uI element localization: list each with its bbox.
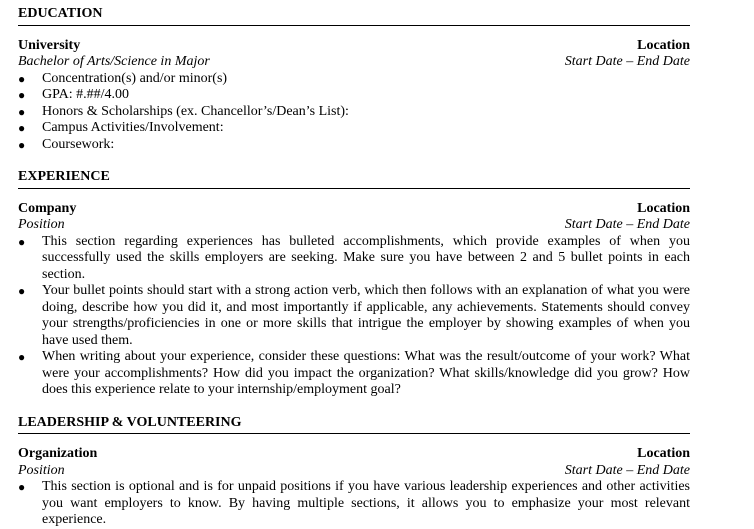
bullet-text: Your bullet points should start with a strong action verb, which then follows with an explanation of what you were doing, describe how you did it, and most importantly if applicable, any achievements. Statements should convey your strengths/proficiencies in one or more skills that intrigue the employer by showing examples of when you have used them. — [42, 283, 690, 348]
education-heading: EDUCATION — [18, 6, 690, 26]
resume-page — [18, 6, 690, 529]
list-item — [18, 120, 690, 137]
list-item — [18, 283, 690, 349]
education-header-row — [18, 38, 690, 55]
bullet-icon: ● — [18, 121, 26, 135]
bullet-text: This section is optional and is for unpaid positions if you have various leadership experiences and other activities you want employers to know. By having multiple sections, it allows you to emphasize your most relevant experience. — [42, 479, 690, 527]
leadership-dates: Start Date – End Date — [564, 462, 690, 478]
education-location: Location — [637, 37, 690, 53]
leadership-heading: LEADERSHIP & VOLUNTEERING — [18, 415, 690, 435]
leadership-position: Position — [18, 462, 65, 478]
organization-name: Organization — [18, 446, 98, 461]
experience-dates: Start Date – End Date — [564, 217, 690, 232]
list-item — [18, 479, 690, 529]
bullet-icon: ● — [18, 137, 26, 152]
bullet-icon: ● — [18, 88, 26, 102]
experience-heading: EXPERIENCE — [18, 169, 690, 189]
bullet-icon: ● — [18, 104, 26, 119]
experience-position: Position — [18, 217, 65, 232]
experience-position-row — [18, 217, 690, 234]
bullet-icon: ● — [18, 284, 26, 298]
experience-header-row — [18, 201, 690, 218]
bullet-icon: ● — [18, 234, 26, 249]
experience-section — [18, 169, 690, 399]
list-item — [18, 71, 690, 88]
list-item — [18, 349, 690, 399]
list-item — [18, 137, 690, 154]
education-section — [18, 6, 690, 153]
list-item — [18, 104, 690, 121]
bullet-text: When writing about your experience, consider these questions: What was the result/outcome of your work? What were your accomplishments? How did you impact the organization? What skills/knowledge did you grow? How does this experience relate to your internship/employment goal? — [42, 349, 690, 397]
bullet-icon: ● — [18, 480, 26, 494]
leadership-location: Location — [637, 446, 690, 461]
list-item — [18, 234, 690, 284]
bullet-text: GPA: #.##/4.00 — [42, 87, 130, 102]
bullet-icon: ● — [18, 71, 26, 86]
list-item — [18, 87, 690, 104]
company-name: Company — [18, 200, 77, 216]
leadership-bullet-list — [18, 479, 690, 529]
experience-bullet-list — [18, 234, 690, 399]
leadership-position-row — [18, 463, 690, 480]
bullet-text: Coursework: — [42, 136, 115, 152]
institution-name: University — [18, 37, 81, 53]
bullet-text: Honors & Scholarships (ex. Chancellor’s/Dean’s List): — [42, 103, 349, 119]
leadership-header-row — [18, 446, 690, 463]
bullet-icon: ● — [18, 350, 26, 364]
education-dates: Start Date – End Date — [564, 54, 690, 69]
degree-name: Bachelor of Arts/Science in Major — [18, 54, 210, 69]
bullet-text: Concentration(s) and/or minor(s) — [42, 70, 228, 86]
bullet-text: This section regarding experiences has bulleted accomplishments, which provide examples of when you successfully used the skills employers are seeking. Make sure you have between 2 and 5 bullet points in each section. — [42, 233, 690, 282]
bullet-text: Campus Activities/Involvement: — [42, 120, 224, 135]
experience-location: Location — [637, 200, 690, 216]
education-degree-row — [18, 54, 690, 71]
education-bullet-list — [18, 71, 690, 154]
leadership-section — [18, 415, 690, 529]
